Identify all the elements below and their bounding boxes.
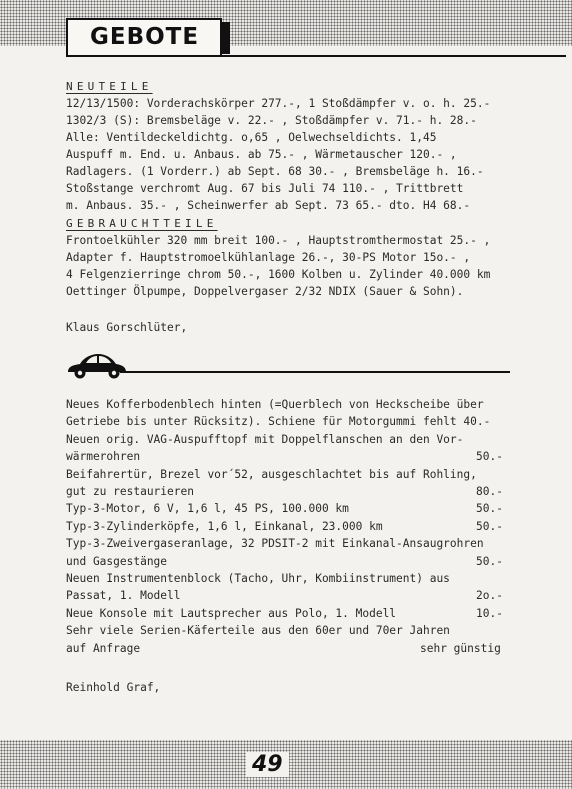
ad2-line: Getriebe bis unter Rücksitz). Schiene für Motorgummi fehlt 40.-	[66, 415, 491, 428]
ad2-line: Typ-3-Motor, 6 V, 1,6 l, 45 PS, 100.000 km	[66, 502, 349, 515]
ad2-price: 50.-	[476, 502, 503, 515]
beetle-car-icon	[64, 352, 128, 380]
ad1-line: Frontoelkühler 320 mm breit 100.- , Hauptstromthermostat 25.- ,	[66, 234, 491, 247]
ad2-line: Typ-3-Zweivergaseranlage, 32 PDSIT-2 mit Einkanal-Ansaugrohren	[66, 537, 484, 550]
ad2-price: 50.-	[476, 520, 503, 533]
ad1-line: Radlagers. (1 Vorderr.) ab Sept. 68 30.- , Bremsbeläge h. 16.-	[66, 165, 484, 178]
ad2-line: Neue Konsole mit Lautsprecher aus Polo, 1. Modell	[66, 607, 397, 620]
ad2-line: Passat, 1. Modell	[66, 589, 181, 602]
ad2-price: 10.-	[476, 607, 503, 620]
ad1-line: Oettinger Ölpumpe, Doppelvergaser 2/32 NDIX (Sauer & Sohn).	[66, 285, 464, 298]
signature-klaus: Klaus Gorschlüter,	[66, 321, 188, 334]
title-rule	[66, 55, 566, 57]
section-heading-neuteile: NEUTEILE	[66, 80, 153, 93]
ad1-line: 1302/3 (S): Bremsbeläge v. 22.- , Stoßdämpfer v. 71.- h. 28.-	[66, 114, 477, 127]
ad2-price: 80.-	[476, 485, 503, 498]
ad2-price: 50.-	[476, 555, 503, 568]
ad2-line: wärmerohren	[66, 450, 141, 463]
ad2-line: und Gasgestänge	[66, 555, 168, 568]
title-box	[66, 18, 222, 56]
ad1-line: Stoßstange verchromt Aug. 67 bis Juli 74 110.- , Trittbrett	[66, 182, 464, 195]
ad1-line: Adapter f. Hauptstromoelkühlanlage 26.-, 30-PS Motor 15o.- ,	[66, 251, 471, 264]
ad2-line: Typ-3-Zylinderköpfe, 1,6 l, Einkanal, 23.000 km	[66, 520, 383, 533]
ad2-price: 2o.-	[476, 589, 503, 602]
ad2-line: Neuen Instrumentenblock (Tacho, Uhr, Kombiinstrument) aus	[66, 572, 450, 585]
divider-rule	[120, 371, 510, 373]
ad1-line: 4 Felgenzierringe chrom 50.-, 1600 Kolben u. Zylinder 40.000 km	[66, 268, 491, 281]
ad2-line: Sehr viele Serien-Käferteile aus den 60er und 70er Jahren	[66, 624, 450, 637]
ad1-line: 12/13/1500: Vorderachskörper 277.-, 1 Stoßdämpfer v. o. h. 25.-	[66, 97, 491, 110]
signature-reinhold: Reinhold Graf,	[66, 681, 161, 694]
ad2-price: sehr günstig	[420, 642, 501, 655]
ad2-line: Neues Kofferbodenblech hinten (=Querblech von Heckscheibe über	[66, 398, 484, 411]
ad2-line: Neuen orig. VAG-Auspufftopf mit Doppelflanschen an den Vor-	[66, 433, 464, 446]
ad1-line: Alle: Ventildeckeldichtg. o,65 , Oelwechseldichts. 1,45	[66, 131, 437, 144]
ad1-line: Auspuff m. End. u. Anbaus. ab 75.- , Wärmetauscher 120.- ,	[66, 148, 457, 161]
ad2-line: Beifahrertür, Brezel vor´52, ausgeschlachtet bis auf Rohling,	[66, 468, 477, 481]
ad2-line: auf Anfrage	[66, 642, 141, 655]
section-heading-gebrauchtteile: GEBRAUCHTTEILE	[66, 217, 218, 230]
ad2-line: gut zu restaurieren	[66, 485, 194, 498]
ad1-line: m. Anbaus. 35.- , Scheinwerfer ab Sept. 73 65.- dto. H4 68.-	[66, 199, 471, 212]
page-title: GEBOTE	[90, 24, 200, 50]
ad2-price: 50.-	[476, 450, 503, 463]
title-box-shadow	[222, 22, 230, 54]
page-number: 49	[246, 752, 289, 777]
